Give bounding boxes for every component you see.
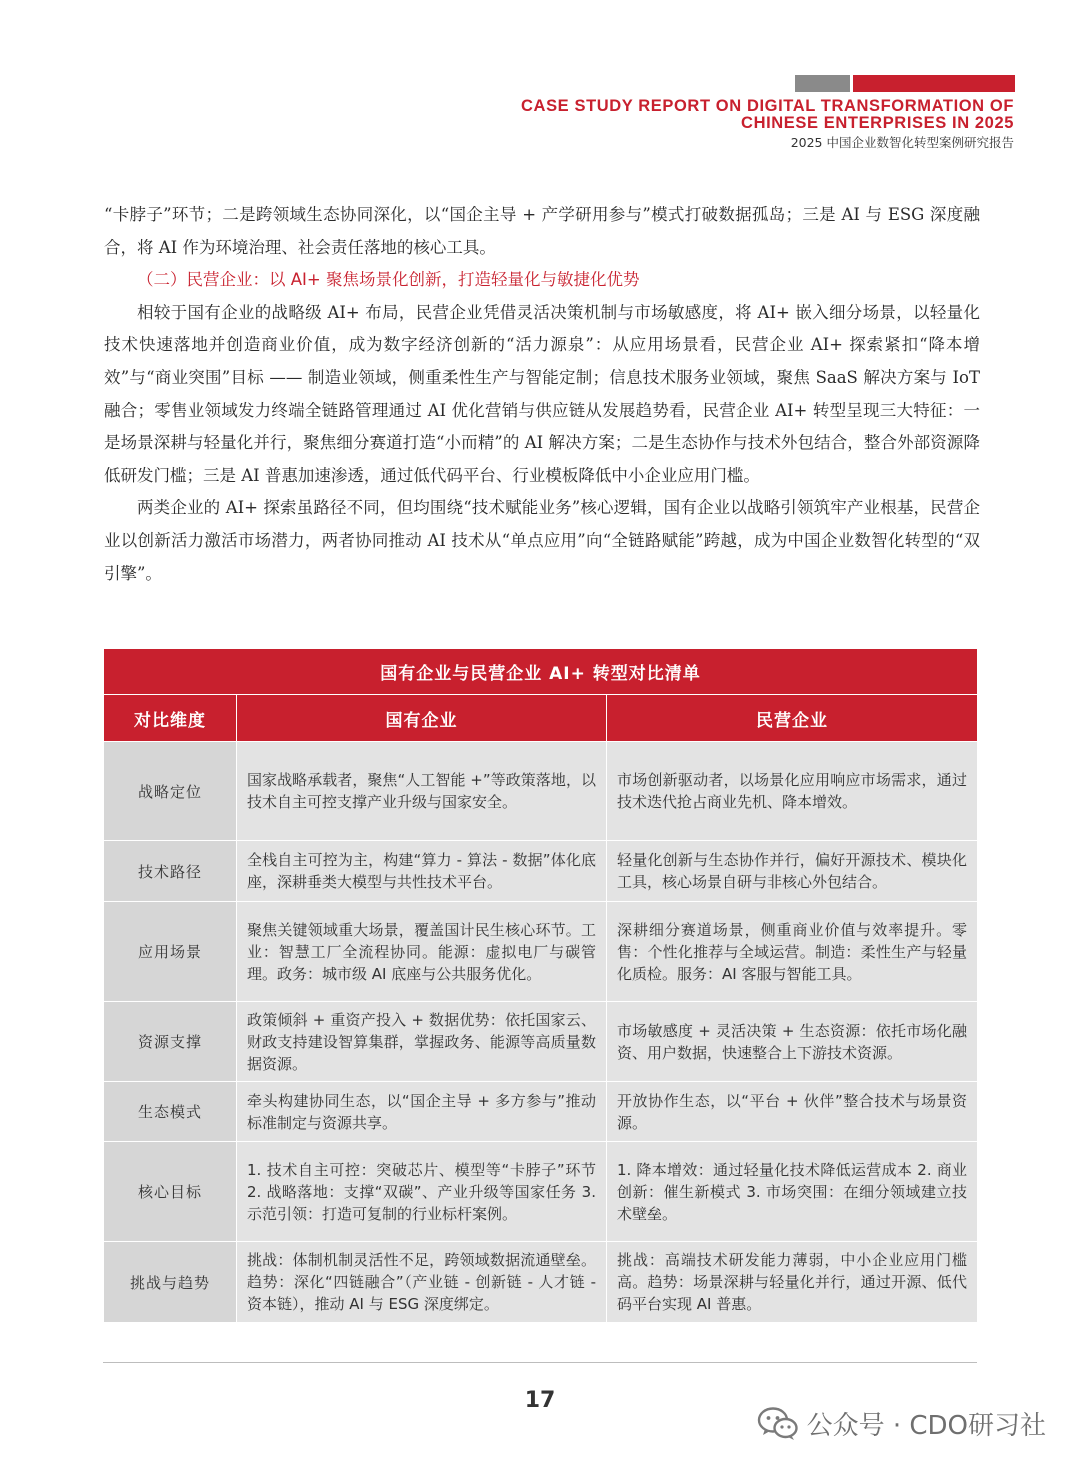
row-soe-cell: 1. 技术自主可控：突破芯片、模型等“卡脖子”环节 2. 战略落地：支撑“双碳”、产业升级等国家任务 3. 示范引领：打造可复制的行业标杆案例。 [237,1142,607,1242]
row-private-cell: 深耕细分赛道场景，侧重商业价值与效率提升。零售：个性化推荐与全域运营。制造：柔性生产与轻量化质检。服务：AI 客服与智能工具。 [607,902,978,1002]
subheading: （二）民营企业：以 AI+ 聚焦场景化创新，打造轻量化与敏捷化优势 [137,270,640,290]
header-soe: 国有企业 [237,695,607,742]
paragraph-2: 相较于国有企业的战略级 AI+ 布局，民营企业凭借灵活决策机制与市场敏感度，将 AI+ 嵌入细分场景，以轻量化技术快速落地并创造商业价值，成为数字经济创新的“活力源泉”：从应用场景看，民营企业 AI+ 探索紧扣“降本增效”与“商业突围”目标 —— 制造业领域，侧重柔性生产与智能定制；信息技术服务业领域，聚焦 SaaS 解决方案与 IoT 融合；零售业领域发力终端全链路管理通过 AI 优化营销与供应链从发展趋势看，民营企业 AI+ 转型呈现三大特征：一是场景深耕与轻量化并行，聚焦细分赛道打造“小而精”的 AI 解决方案；二是生态协作与技术外包结合，整合外部资源降低研发门槛；三是 AI 普惠加速渗透，通过低代码平台、行业模板降低中小企业应用门槛。 [104,302,980,485]
row-private-cell: 开放协作生态，以“平台 + 伙伴”整合技术与场景资源。 [607,1082,978,1142]
row-dimension: 生态模式 [104,1082,237,1142]
header-private: 民营企业 [607,695,978,742]
header-title-en-line1: CASE STUDY REPORT ON DIGITAL TRANSFORMATION OF [521,97,1014,115]
page-number: 17 [524,1388,556,1413]
row-private-cell: 市场敏感度 + 灵活决策 + 生态资源：依托市场化融资、用户数据，快速整合上下游技术资源。 [607,1002,978,1082]
row-private-cell: 市场创新驱动者，以场景化应用响应市场需求，通过技术迭代抢占商业先机、降本增效。 [607,742,978,841]
table-row [104,841,978,902]
table-header-row [104,695,978,742]
row-dimension: 战略定位 [104,742,237,841]
comparison-table [103,648,978,1323]
table-row [104,1082,978,1142]
table-row [104,902,978,1002]
paragraph-1: “卡脖子”环节；二是跨领域生态协同深化，以“国企主导 + 产学研用参与”模式打破数据孤岛；三是 AI 与 ESG 深度融合，将 AI 作为环境治理、社会责任落地的核心工具。 [104,205,980,257]
header-gray-bar [795,75,850,92]
row-soe-cell: 国家战略承载者，聚焦“人工智能 +”等政策落地，以技术自主可控支撑产业升级与国家安全。 [237,742,607,841]
table-row [104,1002,978,1082]
row-soe-cell: 牵头构建协同生态，以“国企主导 + 多方参与”推动标准制定与资源共享。 [237,1082,607,1142]
watermark-text: 公众号 · CDO研习社 [806,1411,1046,1441]
row-dimension: 核心目标 [104,1142,237,1242]
row-soe-cell: 全栈自主可控为主，构建“算力 - 算法 - 数据”体化底座，深耕垂类大模型与共性技术平台。 [237,841,607,902]
row-private-cell: 挑战：高端技术研发能力薄弱，中小企业应用门槛高。趋势：场景深耕与轻量化并行，通过开源、低代码平台实现 AI 普惠。 [607,1242,978,1323]
header-title-en-line2: CHINESE ENTERPRISES IN 2025 [741,114,1014,132]
table-title: 国有企业与民营企业 AI+ 转型对比清单 [104,649,978,695]
wechat-icon [757,1406,799,1442]
header-dimension: 对比维度 [104,695,237,742]
row-dimension: 挑战与趋势 [104,1242,237,1323]
row-soe-cell: 聚焦关键领域重大场景，覆盖国计民生核心环节。工业：智慧工厂全流程协同。能源：虚拟电厂与碳管理。政务：城市级 AI 底座与公共服务优化。 [237,902,607,1002]
paragraph-3: 两类企业的 AI+ 探索虽路径不同，但均围绕“技术赋能业务”核心逻辑，国有企业以战略引领筑牢产业根基，民营企业以创新活力激活市场潜力，两者协同推动 AI 技术从“单点应用”向“全链路赋能”跨越，成为中国企业数智化转型的“双引擎”。 [104,498,980,583]
row-soe-cell: 政策倾斜 + 重资产投入 + 数据优势：依托国家云、财政支持建设智算集群，掌握政务、能源等高质量数据资源。 [237,1002,607,1082]
watermark [757,1405,1046,1442]
table-row [104,742,978,841]
table-row [104,1142,978,1242]
row-dimension: 技术路径 [104,841,237,902]
header-red-bar [853,75,1015,92]
header-title-cn: 2025 中国企业数智化转型案例研究报告 [790,135,1014,150]
footer-divider [103,1362,977,1363]
table-row [104,1242,978,1323]
row-dimension: 资源支撑 [104,1002,237,1082]
body-text [104,199,980,590]
row-private-cell: 1. 降本增效：通过轻量化技术降低运营成本 2. 商业创新：催生新模式 3. 市场突围：在细分领域建立技术壁垒。 [607,1142,978,1242]
row-soe-cell: 挑战：体制机制灵活性不足，跨领域数据流通壁垒。趋势：深化“四链融合”（产业链 - 创新链 - 人才链 - 资本链），推动 AI 与 ESG 深度绑定。 [237,1242,607,1323]
header-title-en [521,98,1014,132]
row-dimension: 应用场景 [104,902,237,1002]
row-private-cell: 轻量化创新与生态协作并行，偏好开源技术、模块化工具，核心场景自研与非核心外包结合。 [607,841,978,902]
